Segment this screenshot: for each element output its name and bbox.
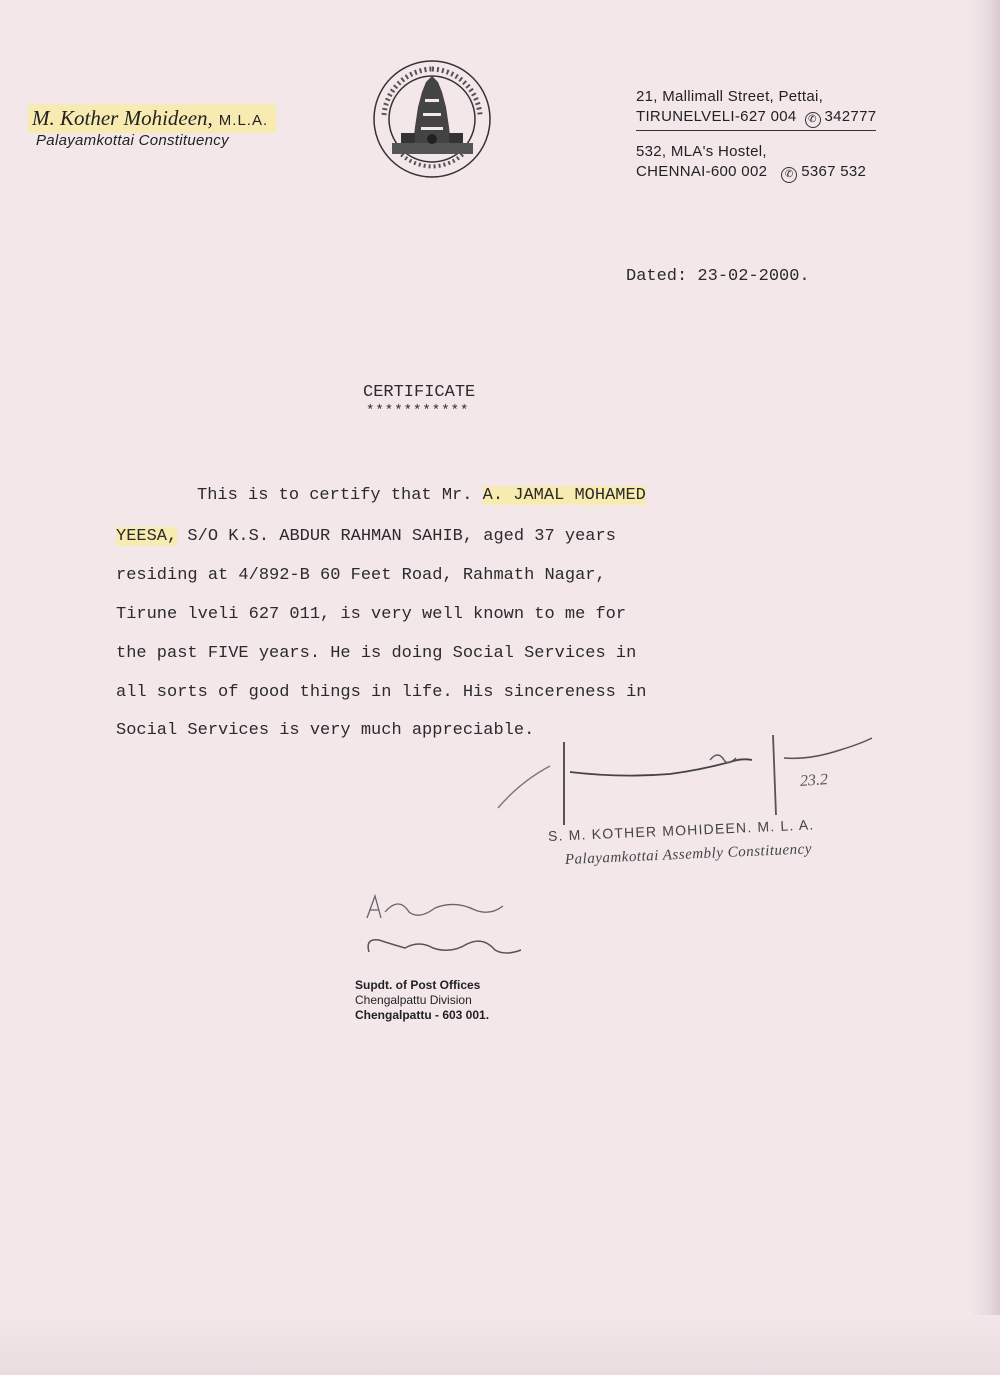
address-1-city: TIRUNELVELI-627 004 (636, 108, 797, 125)
address-1-phone: 342777 (824, 108, 877, 125)
signature-date: 23.2 (799, 771, 829, 790)
body-line-2-rest: S/O K.S. ABDUR RAHMAN SAHIB, aged 37 years (187, 527, 616, 546)
body-line-2 (116, 527, 616, 546)
person-name-part-2: YEESA, (116, 527, 178, 546)
person-name-part-1: A. JAMAL MOHAMED (482, 486, 646, 505)
letterhead-name (28, 104, 276, 133)
tamil-nadu-government-emblem-icon (365, 57, 500, 187)
body-line-1 (197, 486, 646, 505)
attestation-line-2: Chengalpattu Division (355, 993, 472, 1007)
body-line-4: Tirune lveli 627 011, is very well known to me for (116, 605, 627, 624)
attesting-officer-designation (355, 978, 489, 1023)
attestation-line-3: Chengalpattu - 603 001. (355, 1008, 490, 1022)
address-2-phone: 5367 532 (801, 163, 867, 180)
address-2-line-1: 532, MLA's Hostel, (636, 143, 767, 160)
mla-signature (480, 730, 920, 860)
certificate-title: CERTIFICATE (363, 383, 476, 402)
date-line: Dated: 23-02-2000. (626, 267, 810, 286)
letterhead-constituency: Palayamkottai Constituency (36, 132, 229, 149)
address-1-city-line (636, 108, 876, 131)
letterhead-title-suffix: M.L.A. (218, 112, 269, 129)
attesting-officer-signature (355, 890, 545, 970)
address-1-line-1: 21, Mallimall Street, Pettai, (636, 88, 824, 105)
page-edge-shadow (970, 0, 1000, 1375)
body-line-5: the past FIVE years. He is doing Social Services in (116, 644, 637, 663)
address-2-city: CHENNAI-600 002 (636, 163, 768, 180)
phone-icon: ✆ (805, 112, 821, 128)
body-line-6: all sorts of good things in life. His sincereness in (116, 683, 647, 702)
body-line-7: Social Services is very much appreciable. (116, 721, 535, 740)
stamp-name: S. M. KOTHER MOHIDEEN. M. L. A. (547, 816, 815, 844)
address-2-city-line (636, 163, 866, 183)
page-bottom-shadow (0, 1315, 1000, 1375)
attestation-line-1: Supdt. of Post Offices (355, 978, 481, 992)
body-line-3: residing at 4/892-B 60 Feet Road, Rahmath Nagar, (116, 566, 606, 585)
stamp-constituency: Palayamkottai Assembly Constituency (564, 841, 813, 868)
body-line-1-prefix: This is to certify that Mr. (197, 486, 473, 505)
letterhead-name-text: M. Kother Mohideen, (32, 106, 213, 130)
phone-icon: ✆ (781, 167, 797, 183)
certificate-title-stars: *********** (366, 403, 470, 419)
